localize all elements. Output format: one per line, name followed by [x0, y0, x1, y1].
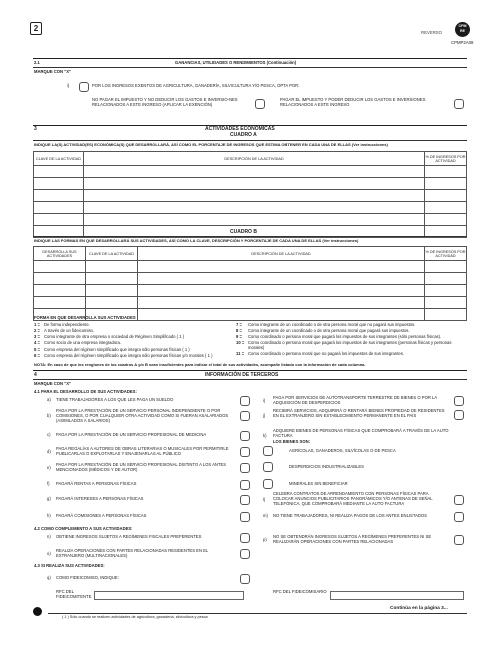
subsection-title: 4.3 SI REALIZA SUS ACTIVIDADES:	[34, 563, 105, 568]
nota-text: NOTA: En caso de que los renglones de los cuadros A y/o B sean insuficientes para indicar el total de sus actividades, acompañe listado con la información de cada columna.	[34, 362, 366, 367]
table-row[interactable]	[34, 285, 467, 297]
item-text: PAGARÁ COMISIONES A PERSONAS FÍSICAS	[56, 513, 147, 518]
option-checkbox[interactable]	[454, 410, 464, 420]
col-header: CLAVE DE LA ACTIVIDAD	[86, 247, 138, 261]
option-checkbox[interactable]	[240, 574, 250, 584]
item-letter: h)	[47, 513, 51, 518]
forma-title: FORMA EN QUE DESARROLLA SUS ACTIVIDADES	[34, 315, 136, 320]
cuadro-b-instructions: INDIQUE LAS FORMAS EN QUE DESARROLLARÁ SUS ACTIVIDADES, ASÍ COMO LA CLAVE, DESCRIPCIÓN Y PORCENTAJE DE CADA UNA DE ELLAS (Ver instrucciones)	[34, 238, 359, 243]
form-logo	[455, 22, 470, 37]
option-checkbox[interactable]	[240, 396, 250, 406]
option-text: PAGAR EL IMPUESTO Y PODER DEDUCIR LOS GASTOS E INVERSIONES RELACIONADOS A ESTE INGRESO	[280, 97, 426, 107]
footnote: ( 1 ) Sólo cuando se realicen actividades de agricultura, ganadería, silvicultura y pesca	[62, 615, 208, 619]
reverso-label: REVERSO	[421, 30, 443, 35]
subsection-title: 4.2 COMO COMPLEMENTO A SUS ACTIVIDADES:	[34, 526, 133, 531]
divider	[33, 58, 467, 59]
item-letter: e)	[47, 465, 51, 470]
option-checkbox[interactable]	[263, 462, 273, 472]
continua-label: Continúa en la página 3...	[390, 606, 448, 611]
item-subtitle: LOS BIENES SON:	[273, 439, 310, 444]
option-checkbox[interactable]	[240, 533, 250, 543]
option-checkbox[interactable]	[240, 480, 250, 490]
option-checkbox[interactable]	[240, 495, 250, 505]
option-checkbox[interactable]	[454, 535, 464, 545]
item-text: NO TIENE TRABAJADORES, NI REALIZA PAGOS DE LOS ANTES ENLISTADOS	[273, 513, 427, 518]
divider	[33, 236, 467, 237]
list-item: 1 = De forma independiente.	[34, 322, 90, 327]
divider	[33, 140, 467, 141]
option-checkbox[interactable]	[240, 512, 250, 522]
item-text: PAGA REGALÍAS A AUTORES DE OBRAS LITERARIAS O MUSICALES POR PERMITIRLE PUBLICARLAS O EXPLOTARLAS Y ENAJENARLAS AL PÚBLICO	[56, 446, 229, 456]
table-row[interactable]	[34, 273, 467, 285]
item-text: MINERALES SIN BENEFICIAR	[289, 481, 348, 486]
item-text: PAGA POR LA PRESTACIÓN DE UN SERVICIO PROFESIONAL DISTINTO A LOS ANTES MENCIONADOS (MÉDICOS Y DE AUTOR)	[56, 462, 227, 472]
item-letter: j)	[263, 413, 266, 418]
table-cuadro-a	[33, 151, 467, 238]
section-title: GANANCIAS, UTILIDADES O RENDIMIENTOS (Continuación)	[175, 60, 297, 65]
rfc-fideicomitente-label: RFC DEL FIDEICOMITENTE	[56, 589, 92, 599]
table-row[interactable]	[34, 190, 467, 202]
divider	[33, 67, 467, 68]
col-header: DESARROLLA SUS ACTIVIDADES	[34, 247, 86, 261]
item-text: POR LOS INGRESOS EXENTOS DE AGRICULTURA, GANADERÍA, SILVICULTURA Y/O PESCA, OPTA POR:	[92, 83, 300, 88]
list-item: 8 = Como integrante de un coordinado o de otra persona moral que pagará sus impuestos.	[236, 328, 410, 334]
list-item: 11 = Como coordinado o persona moral que no pagará los impuestos de sus integrantes.	[236, 351, 404, 357]
item-text: COMO FIDEICOMISO, INDIQUE:	[56, 575, 119, 580]
cuadro-b-title: CUADRO B	[230, 229, 257, 235]
item-letter: g)	[47, 496, 51, 501]
item-letter: m)	[263, 513, 268, 518]
col-header: % DE INGRESOS POR ACTIVIDAD	[425, 152, 467, 166]
divider	[33, 379, 467, 380]
item-letter: k)	[263, 433, 267, 438]
item-text: PAGARÁ RENTAS A PERSONAS FÍSICAS	[56, 481, 137, 486]
option-checkbox[interactable]	[454, 99, 464, 109]
item-text: AGRÍCOLAS, GANADEROS, SILVÍCOLAS O DE PESCA	[289, 448, 396, 453]
table-row[interactable]	[34, 261, 467, 273]
list-item: 6 = Como empresa del régimen simplificado que integra sólo personas físicas y/o morales ( 1 )	[34, 352, 213, 358]
list-item: 2 = A través de un fideicomiso.	[34, 328, 95, 334]
item-letter: b)	[47, 413, 51, 418]
list-item: 5 = Como empresa del régimen simplificado que integra sólo personas físicas ( 1 )	[34, 346, 190, 352]
item-text: DESPERDICIOS INDUSTRIALIZABLES	[289, 464, 364, 469]
option-checkbox[interactable]	[454, 396, 464, 406]
table-row[interactable]	[34, 202, 467, 214]
option-checkbox[interactable]	[240, 549, 250, 559]
option-checkbox[interactable]	[263, 479, 273, 489]
section-title: ACTIVIDADES ECONÓMICAS	[205, 126, 275, 132]
registration-dot	[33, 607, 42, 616]
item-letter: c)	[47, 432, 51, 437]
item-text: PAGA POR LA PRESTACIÓN DE UN SERVICIO PERSONAL INDEPENDIENTE O POR COMISIONES, O POR CUALQUIER OTRA ACTIVIDAD COMO SI FUERAN ASALARIADOS (ASIMILADOS A SALARIOS)	[56, 408, 229, 423]
item-letter: a)	[47, 397, 51, 402]
item-text: TIENE TRABAJADORES A LOS QUE LES PAGA UN SUELDO	[56, 397, 174, 402]
table-row[interactable]	[34, 297, 467, 309]
cuadro-a-title: CUADRO A	[230, 132, 257, 138]
option-checkbox[interactable]	[255, 99, 265, 109]
section-number: 4	[34, 372, 37, 378]
table-row[interactable]	[34, 166, 467, 178]
item-letter: p)	[263, 537, 267, 542]
marque-label: MARQUE CON "X"	[34, 69, 72, 74]
subsection-title: 4.1 PARA EL DESARROLLO DE SUS ACTIVIDADES:	[34, 389, 137, 394]
rfc-fideicomisario-field[interactable]	[330, 591, 464, 600]
item-text: NO SE OBTENDRÁN INGRESOS SUJETOS A REGÍMENES PREFERENTES NI SE REALIZARÁN OPERACIONES CON PARTES RELACIONADAS	[273, 534, 432, 544]
option-text: NO PAGAR EL IMPUESTO Y NO DEDUCIR LOS GASTOS E INVERSIO-NES RELACIONADOS A ESTE INGRESO (APLICAR LA EXENCIÓN)	[92, 97, 238, 107]
item-letter: i)	[263, 398, 266, 403]
section-number: 3	[34, 126, 37, 132]
list-item: 7 = Como integrante de un coordinado o de otra persona moral que no pagará sus impuestos.	[236, 322, 416, 327]
item-text: RECIBIRÁ SERVICIOS, ADQUIRIRÁ O RENTARÁ BIENES PROPIEDAD DE RESIDENTES EN EL EXTRANJERO SIN ESTABLECIMIENTO PERMANENTE EN EL PAÍS	[273, 408, 445, 418]
rfc-fideicomitente-field[interactable]	[94, 591, 244, 600]
col-header: CLAVE DE LA ACTIVIDAD	[34, 152, 84, 166]
item-letter: l)	[263, 497, 266, 502]
item-text: CELEBRA CONTRATOS DE ARRENDAMIENTO CON PERSONAS FÍSICAS PARA COLOCAR ANUNCIOS PUBLICITARIOS PANORÁMICOS Y/O ANTENAS DE SEÑAL TELEFÓNICA, QUE COMPROBARÁ MEDIANTE LA AUTO FACTURA	[273, 491, 433, 506]
form-code: CPMP2A08	[451, 40, 474, 45]
section-title: INFORMACIÓN DE TERCEROS	[205, 372, 279, 378]
divider	[48, 613, 467, 614]
item-letter: f)	[47, 481, 50, 486]
option-checkbox[interactable]	[454, 512, 464, 522]
item-text: PAGARÁ INTERESES A PERSONAS FÍSICAS	[56, 496, 144, 501]
page-number: 2	[33, 24, 39, 33]
item-letter: i)	[67, 83, 70, 88]
list-item: 3 = Como integrante de otra empresa o sociedad de Régimen Simplificado ( 1 )	[34, 334, 185, 340]
option-checkbox[interactable]	[240, 463, 250, 473]
section-number: 2.1	[34, 60, 40, 65]
item-letter: n)	[47, 534, 51, 539]
option-checkbox[interactable]	[79, 82, 89, 92]
item-letter: d)	[47, 449, 51, 454]
logo-bottom-text: RE	[460, 29, 465, 33]
divider	[33, 370, 467, 371]
item-text: PAGA POR LA PRESTACIÓN DE UN SERVICIO PROFESIONAL DE MEDICINA	[56, 432, 207, 437]
item-text: PAGA POR SERVICIOS DE AUTOTRANSPORTE TERRESTRE DE BIENES O POR LA ADQUISICIÓN DE DESPERDICIOS	[273, 395, 437, 405]
list-item: 9 = Como coordinado o persona moral que pagará los impuestos de sus integrantes (sólo personas físicas).	[236, 334, 442, 340]
logo-top-text: CPM	[458, 24, 467, 28]
option-checkbox[interactable]	[263, 446, 273, 456]
table-row[interactable]	[34, 178, 467, 190]
list-item: 10 = Como coordinado o persona moral que pagará los impuestos de sus integrantes (personas físicas y personas morales)	[236, 340, 452, 351]
rfc-fideicomisario-label: RFC DEL FIDEICOMISARIO	[273, 589, 327, 594]
option-checkbox[interactable]	[454, 495, 464, 505]
item-text: REALIZA OPERACIONES CON PARTES RELACIONADAS RESIDENTES EN EL EXTRANJERO (MULTINACIONALES)	[56, 548, 209, 558]
option-checkbox[interactable]	[240, 411, 250, 421]
forma-left-list	[34, 323, 234, 360]
item-letter: o)	[47, 551, 51, 556]
forma-right-list	[236, 323, 458, 358]
col-header: DESCRIPCIÓN DE LA ACTIVIDAD	[138, 247, 425, 261]
item-text: OBTIENE INGRESOS SUJETOS A REGÍMENES FISCALES PREFERENTES	[56, 534, 202, 539]
item-text: ADQUIERE BIENES DE PERSONAS FÍSICAS QUE COMPROBARÁ A TRAVÉS DE LA AUTO FACTURA	[273, 428, 449, 438]
col-header: % DE INGRESOS POR ACTIVIDAD	[425, 247, 467, 261]
cuadro-a-instructions: INDIQUE LA(S) ACTIVIDAD(ES) ECONÓMICA(S) QUE DESARROLLARÁ, ASÍ COMO EL PORCENTAJE DE INGRESOS QUE ESTIMA OBTENER EN CADA UNA DE ELLAS (Ver instrucciones)	[34, 142, 388, 147]
table-cuadro-b	[33, 246, 467, 321]
option-checkbox[interactable]	[240, 447, 250, 457]
col-header: DESCRIPCIÓN DE LA ACTIVIDAD	[84, 152, 425, 166]
page-number-box	[30, 22, 42, 35]
table-row[interactable]	[34, 214, 467, 226]
item-letter: q)	[47, 575, 51, 580]
option-checkbox[interactable]	[240, 431, 250, 441]
list-item: 4 = Como socio de una empresa integradora.	[34, 340, 122, 346]
marque-label: MARQUE CON "X"	[34, 381, 72, 386]
